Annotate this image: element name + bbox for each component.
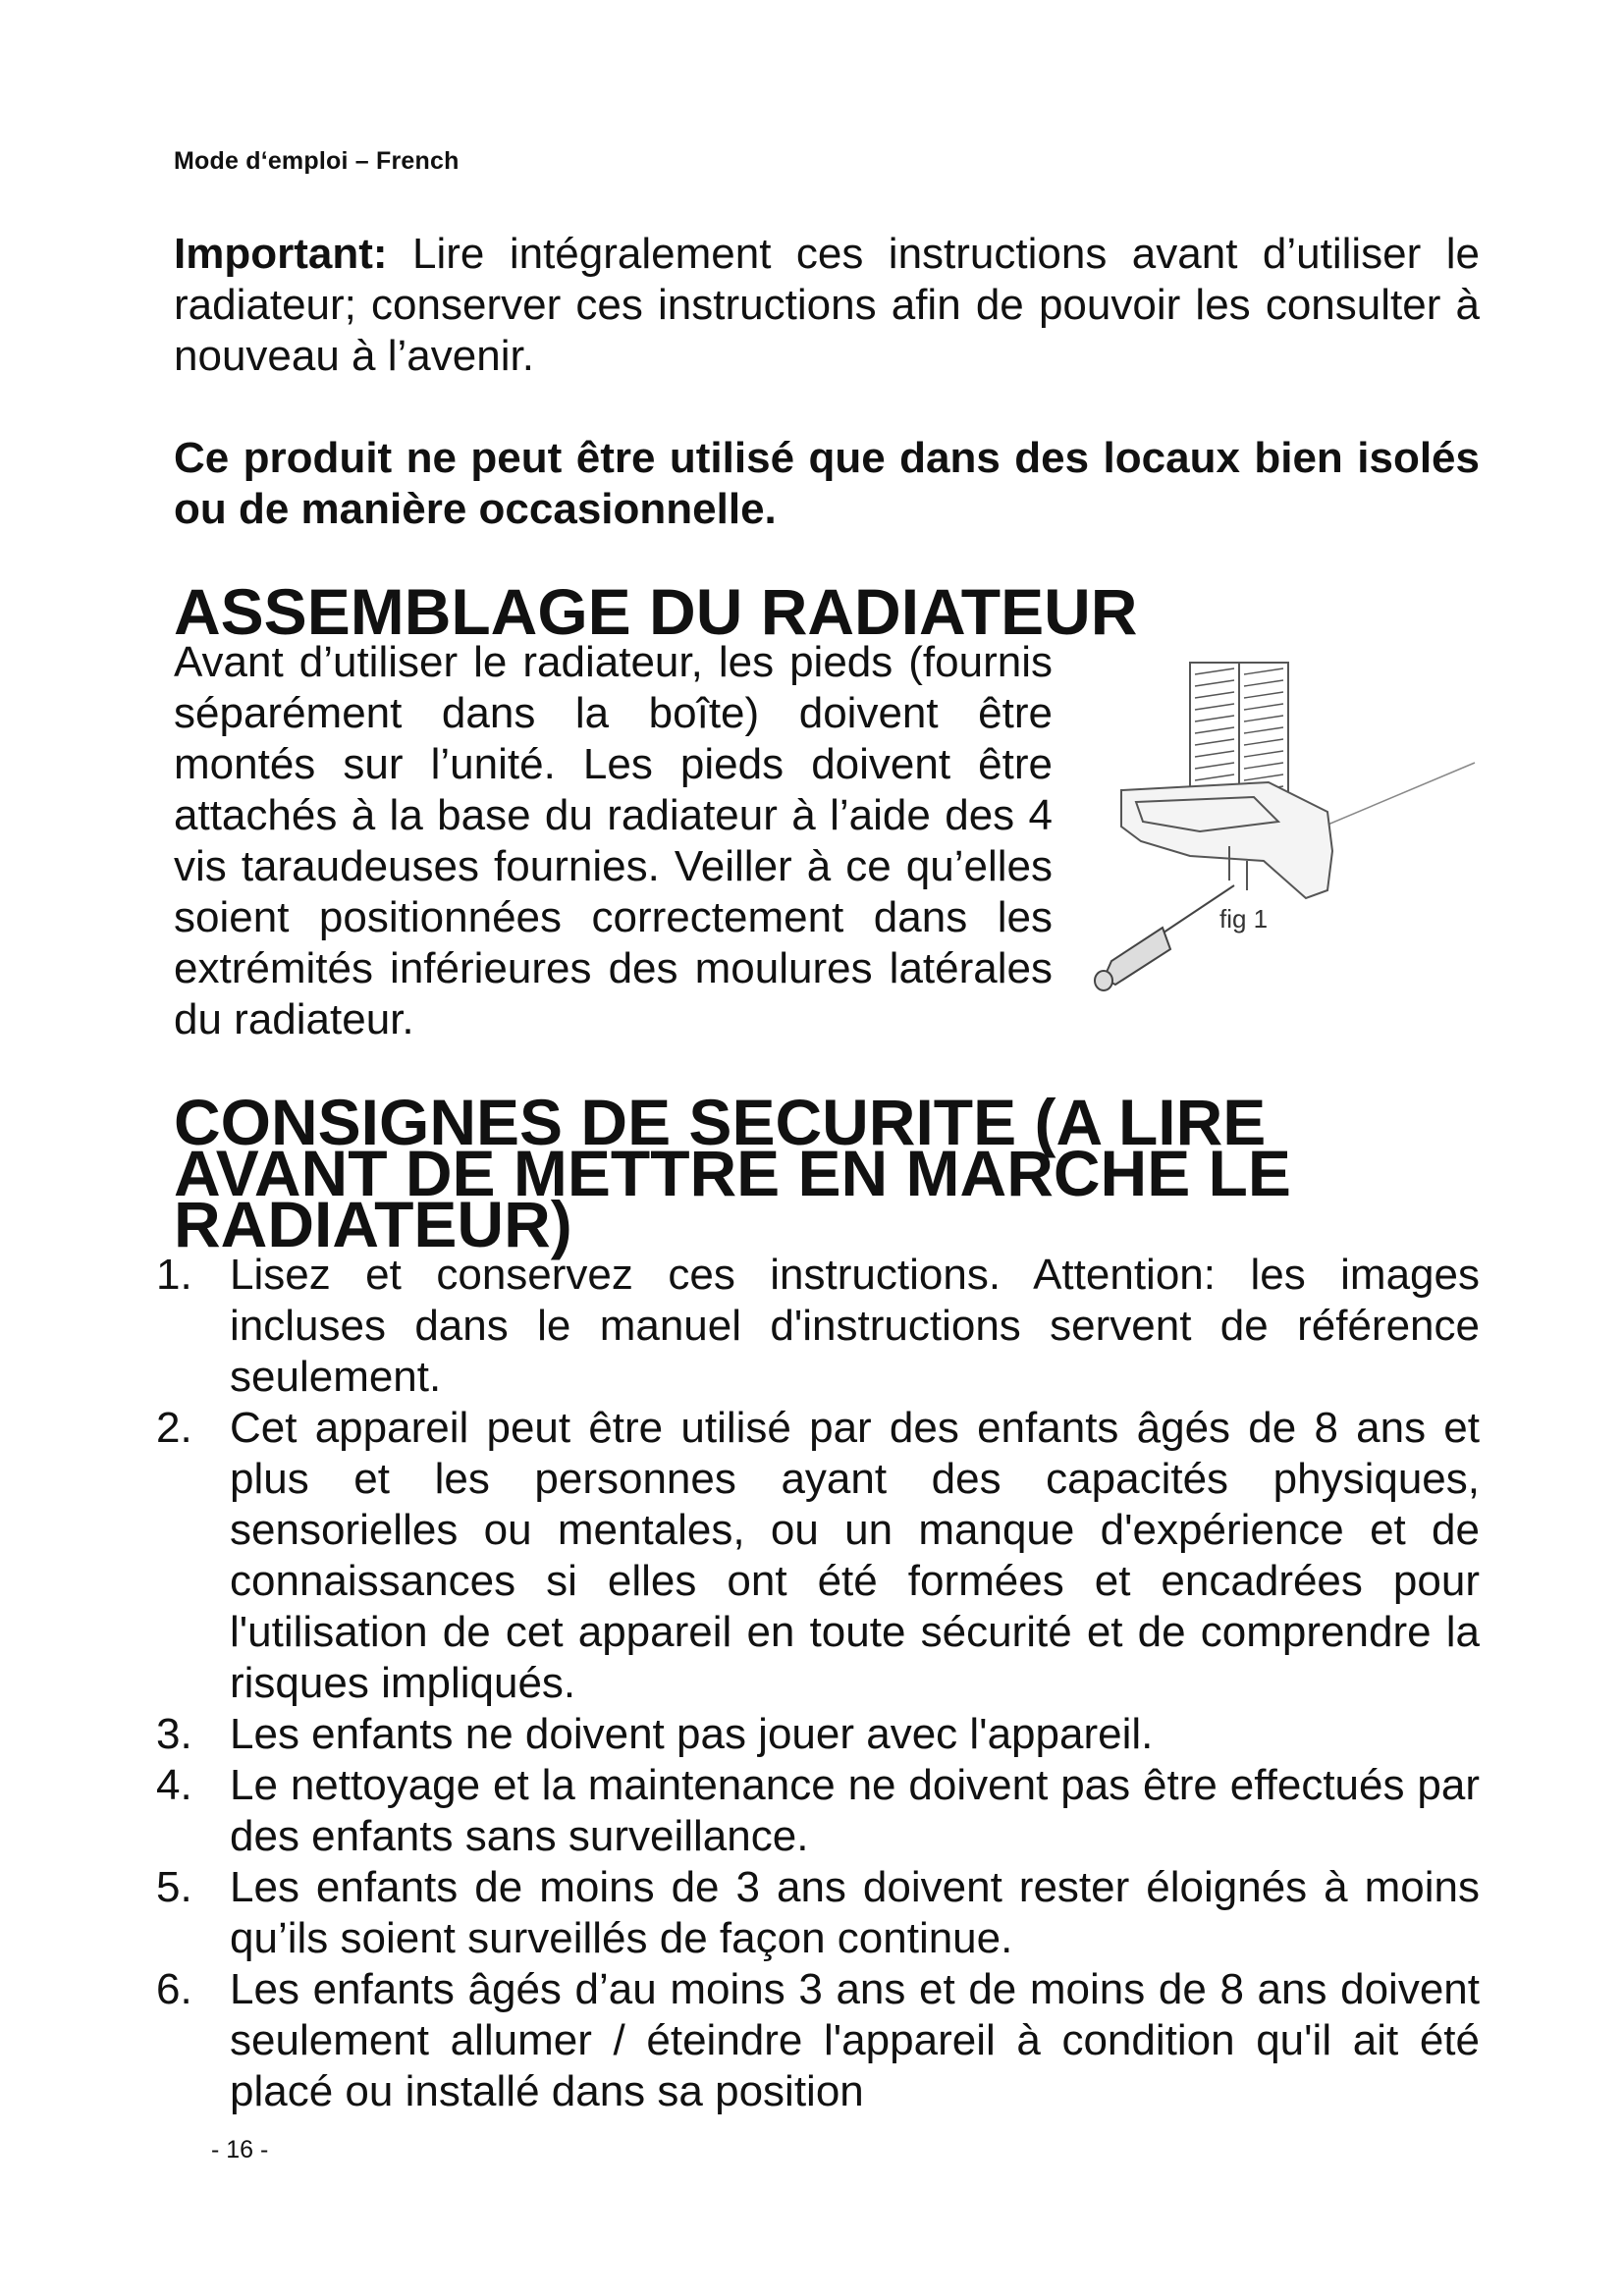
document-content [156,229,1480,2117]
page-number: - 16 - [211,2136,269,2163]
safety-heading: CONSIGNES DE SECURITE (A LIRE AVANT DE METTRE EN MARCHE LE RADIATEUR) [174,1086,1291,1260]
safety-item-text: Les enfants ne doivent pas jouer avec l'appareil. [230,1710,1154,1758]
safety-item-text: Les enfants âgés d’au moins 3 ans et de moins de 8 ans doivent seulement allumer / éteindre l'appareil à condition qu'il ait été placé ou installé dans sa position [230,1965,1480,2115]
safety-item-text: Le nettoyage et la maintenance ne doivent pas être effectués par des enfants sans surveillance. [230,1761,1480,1860]
screwdriver-icon [1095,885,1234,990]
important-paragraph [174,229,1480,382]
spacer [174,382,1480,433]
safety-list [156,1250,1480,2117]
important-text: Lire intégralement ces instructions avant d’utiliser le radiateur; conserver ces instructions afin de pouvoir les consulter à nouveau à l’avenir. [174,230,1480,380]
figure-label: fig 1 [1219,904,1269,934]
usage-notice: Ce produit ne peut être utilisé que dans des locaux bien isolés ou de manière occasionnelle. [174,434,1480,533]
safety-item [156,1403,1480,1709]
safety-item [156,1709,1480,1760]
safety-item-text: Lisez et conservez ces instructions. Attention: les images incluses dans le manuel d'instructions servent de référence seulement. [230,1251,1480,1401]
safety-item-number: 4. [156,1761,192,1809]
safety-item-number: 1. [156,1251,192,1299]
assembly-section [174,575,1480,1045]
radiator-foot-illustration [1082,655,1480,1008]
safety-item-number: 6. [156,1965,192,2013]
safety-item-number: 2. [156,1404,192,1452]
important-label: Important: [174,230,388,278]
radiator-foot [1121,782,1332,898]
safety-item-number: 5. [156,1863,192,1911]
assembly-text: Avant d’utiliser le radiateur, les pieds (fournis séparément dans la boîte) doivent être montés sur l’unité. Les pieds doivent être attachés à la base du radiateur à l’aide des 4 vis taraudeuses fournies. Veiller à ce qu’elles soient positionnées correctement dans les extrémités inférieures des moulures latérales du radiateur. [174,638,1053,1043]
document-header: Mode d‘emploi – French [174,147,460,175]
safety-section [156,1086,1480,2117]
safety-item [156,1760,1480,1862]
safety-item-text: Les enfants de moins de 3 ans doivent rester éloignés à moins qu’ils soient surveillés de façon continue. [230,1863,1480,1962]
assembly-figure [1082,655,1480,1008]
assembly-heading: ASSEMBLAGE DU RADIATEUR [174,575,1138,648]
safety-item [156,1862,1480,1964]
safety-item [156,1964,1480,2117]
safety-item-number: 3. [156,1710,192,1758]
safety-item [156,1250,1480,1403]
safety-item-text: Cet appareil peut être utilisé par des enfants âgés de 8 ans et plus et les personnes ayant des capacités physiques, sensorielles ou mentales, ou un manque d'expérience et de connaissances si elles ont été formées et encadrées pour l'utilisation de cet appareil en toute sécurité et de comprendre la risques impliqués. [230,1404,1480,1707]
